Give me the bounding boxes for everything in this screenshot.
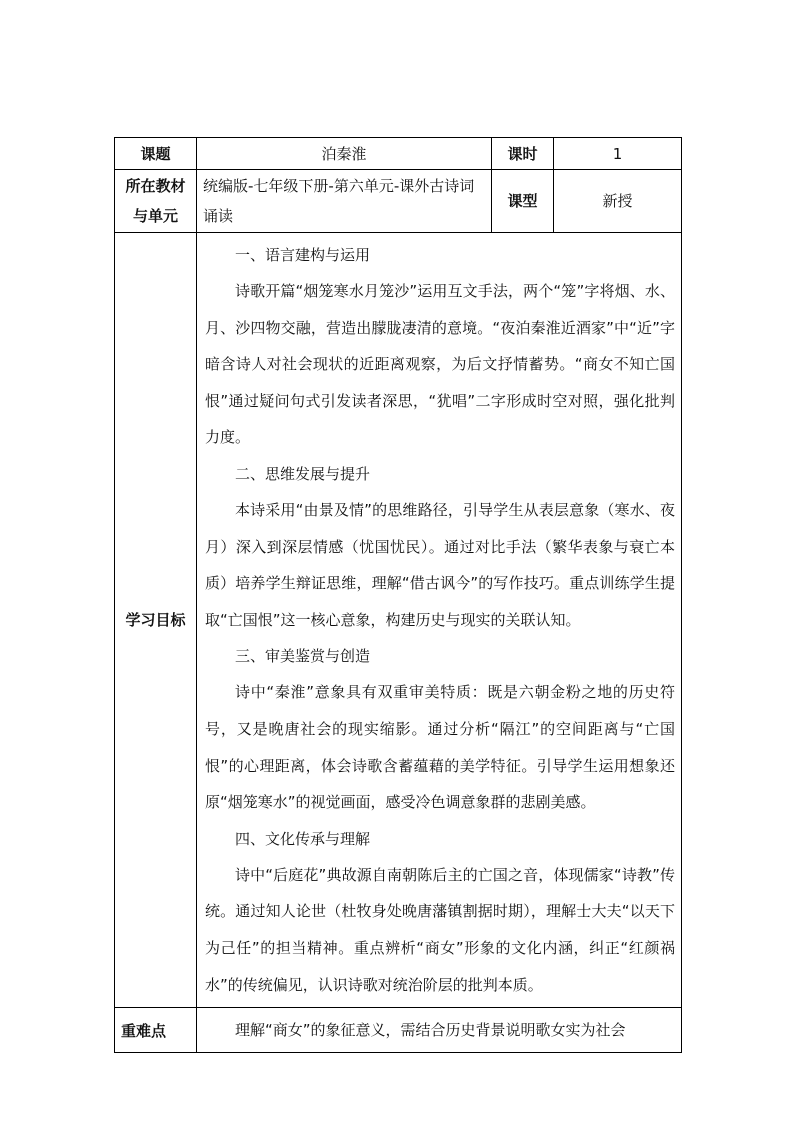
section-title: 三、审美鉴赏与创造 xyxy=(235,647,371,666)
objective-section-thinking xyxy=(205,456,675,638)
textbook-label: 所在教材与单元 xyxy=(115,170,197,233)
objectives-row xyxy=(115,233,682,1008)
hours-label: 课时 xyxy=(492,138,554,170)
difficulty-content xyxy=(197,1008,682,1053)
type-label: 课型 xyxy=(492,170,554,233)
difficulty-text: 理解“商女”的象征意义，需结合历史背景说明歌女实为社会 xyxy=(235,1021,626,1040)
topic-row xyxy=(115,138,682,170)
objective-section-culture xyxy=(205,821,675,1003)
objectives-content xyxy=(197,233,682,1008)
section-text: 诗歌开篇“烟笼寒水月笼沙”运用互文手法，两个“笼”字将烟、水、月、沙四物交融，营造出朦胧凄清的意境。“夜泊秦淮近酒家”中“近”字暗含诗人对社会现状的近距离观察，为后文抒情蓄势。“商女不知亡国恨”通过疑问句式引发读者深思，“犹唱”二字形成时空对照，强化批判力度。 xyxy=(205,282,675,447)
hours-value: 1 xyxy=(554,138,682,170)
textbook-value: 统编版-七年级下册-第六单元-课外古诗词诵读 xyxy=(197,170,492,233)
section-text: 诗中“后庭花”典故源自南朝陈后主的亡国之音，体现儒家“诗教”传统。通过知人论世（杜牧身处晚唐藩镇割据时期），理解士大夫“以天下为己任”的担当精神。重点辨析“商女”形象的文化内涵，纠正“红颜祸水”的传统偏见，认识诗歌对统治阶层的批判本质。 xyxy=(205,865,675,994)
section-title: 一、语言建构与运用 xyxy=(235,246,371,264)
section-title: 二、思维发展与提升 xyxy=(235,464,371,483)
objective-section-aesthetics xyxy=(205,638,675,820)
section-text: 本诗采用“由景及情”的思维路径，引导学生从表层意象（寒水、夜月）深入到深层情感（忧国忧民）。通过对比手法（繁华表象与衰亡本质）培养学生辩证思维，理解“借古讽今”的写作技巧。重点训练学生提取“亡国恨”这一核心意象，构建历史与现实的关联认知。 xyxy=(205,500,675,629)
lesson-plan-table xyxy=(114,137,682,1053)
difficulty-row xyxy=(115,1008,682,1053)
objectives-label: 学习目标 xyxy=(115,233,197,1008)
topic-label: 课题 xyxy=(115,138,197,170)
topic-value: 泊秦淮 xyxy=(197,138,492,170)
difficulty-label: 重难点 xyxy=(115,1008,197,1053)
type-value: 新授 xyxy=(554,170,682,233)
textbook-row xyxy=(115,170,682,233)
section-text: 诗中“秦淮”意象具有双重审美特质：既是六朝金粉之地的历史符号，又是晚唐社会的现实缩影。通过分析“隔江”的空间距离与“亡国恨”的心理距离，体会诗歌含蓄蕴藉的美学特征。引导学生运用想象还原“烟笼寒水”的视觉画面，感受冷色调意象群的悲剧美感。 xyxy=(205,683,675,812)
objective-section-language xyxy=(205,237,675,456)
section-title: 四、文化传承与理解 xyxy=(235,829,371,848)
